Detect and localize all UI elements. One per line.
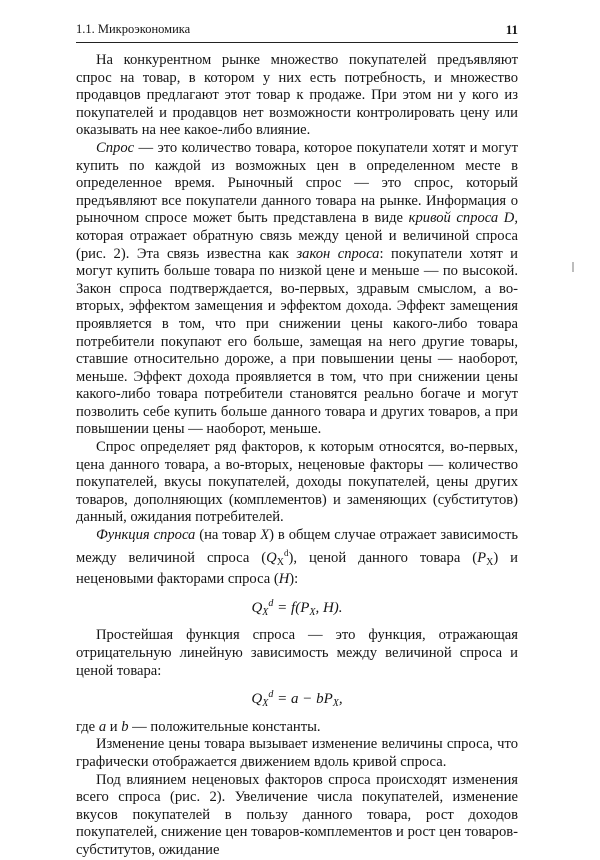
formula-linear-demand xyxy=(76,686,518,713)
text-run: — это количество товара, которое покупатели хотят и могут купить по каждой из возможных цен в определенном месте в определенное время. Рыночный спрос — это спрос, который предъявляют все покупатели данного товара на рынке. Информация о рыночном спросе может быть представлена в виде xyxy=(76,139,518,227)
text-run: (на товар xyxy=(195,527,261,544)
text-run: ), ценой данного товара ( xyxy=(288,549,478,566)
paragraph-nonprice-factors: Под влиянием неценовых факторов спроса происходят изменения всего спроса (рис. 2). Увеличение числа покупателей, изменение вкусов покупателей в пользу данного товара, рост доходов покупателей, снижение цен товаров-комплементов и рост цен товаров-субститутов, ожидание xyxy=(76,771,518,858)
var-p-sub: X xyxy=(486,556,494,568)
running-header xyxy=(76,22,518,40)
term-demand-curve: кривой спроса D, xyxy=(408,210,518,227)
formula-lhs: Q xyxy=(251,599,263,616)
paragraph-demand-function xyxy=(76,527,518,589)
paragraph-linear-demand: Простейшая функция спроса — это функция, отражающая отрицательную линейную зависимость между величиной спроса и ценой товара: xyxy=(76,627,518,679)
text-run: которая отражает обратную связь между ценой и величиной спроса (рис. 2). Эта связь известна как xyxy=(76,227,518,262)
term-demand-function: Функция спроса xyxy=(96,527,196,544)
formula-rhs: = a − bP xyxy=(273,691,333,708)
formula-lhs-sup: d xyxy=(268,597,274,609)
page-body xyxy=(76,52,518,860)
text-run: где xyxy=(76,718,99,735)
var-q-sup: d xyxy=(283,547,289,558)
var-p: P xyxy=(477,549,487,566)
paragraph-price-change: Изменение цены товара вызывает изменение величины спроса, что графически отображается движением вдоль кривой спроса. xyxy=(76,736,518,770)
scan-mark xyxy=(572,262,574,272)
page-number: 11 xyxy=(505,22,518,37)
var-h: H xyxy=(278,571,290,588)
text-run: ): xyxy=(289,571,299,588)
paragraph-constants xyxy=(76,719,518,737)
paragraph-demand-factors: Спрос определяет ряд факторов, к которым относятся, во-первых, цена данного товара, а во-вторых, неценовые факторы — количество покупателей, вкусы покупателей, доходы покупателей, цены других товаров, дополняющих (комплементов) и заменяющих (субститутов) данный, ожидания потребителей. xyxy=(76,439,518,526)
text-run: и xyxy=(106,718,122,735)
text-run: ) и неценовыми факторами спроса ( xyxy=(76,549,518,588)
text-run: — положительные константы. xyxy=(128,718,321,735)
text-run: ) в общем случае отражает зависимость между величиной спроса ( xyxy=(76,527,518,566)
formula-rhs-sub: X xyxy=(309,606,316,618)
header-divider xyxy=(76,42,518,43)
formula-general-demand xyxy=(76,595,518,622)
formula-lhs-sup: d xyxy=(268,689,274,701)
var-q: Q xyxy=(266,549,277,566)
paragraph-demand-definition xyxy=(76,140,518,439)
formula-lhs-sub: X xyxy=(262,698,269,710)
formula-rhs-end: , xyxy=(338,691,343,708)
section-title: 1.1. Микроэкономика xyxy=(76,22,191,36)
paragraph-competitive-market: На конкурентном рынке множество покупателей предъявляют спрос на товар, в котором у них есть потребность, и множество продавцов предлагают этот товар к продаже. При этом ни у кого из покупателей и продавцов нет возможности контролировать цену или оказывать на нее какое-либо влияние. xyxy=(76,52,518,139)
var-q-sub: X xyxy=(276,556,284,568)
formula-rhs-end: , H). xyxy=(315,599,343,616)
var-x: X xyxy=(260,527,270,544)
formula-rhs-sub: X xyxy=(332,698,339,710)
var-b: b xyxy=(121,718,129,735)
formula-lhs-sub: X xyxy=(262,606,269,618)
formula-rhs: = f(P xyxy=(273,599,310,616)
term-demand: Спрос xyxy=(96,139,135,156)
text-run: : покупатели хотят и могут купить больше товара по низкой цене и меньше — по высокой. Закон спроса подтверждается, во-первых, здравым смыслом, а во-вторых, эффектом замещения и эффектом дохода. Эффект замещения проявляется в том, что при снижении цены какого-либо товара потребители покупают его больше, замещая на него другие товары, ставшие относительно дороже, а при повышении цены — наоборот, меньше. Эффект дохода проявляется в том, что при снижении цены какого-либо товара потребители становятся реально богаче и могут позволить себе купить больше данного товара и других товаров, а при повышении цены — наоборот, меньше. xyxy=(76,245,518,438)
formula-lhs: Q xyxy=(251,691,263,708)
var-a: a xyxy=(98,718,107,735)
term-law-of-demand: закон спроса xyxy=(296,245,380,262)
